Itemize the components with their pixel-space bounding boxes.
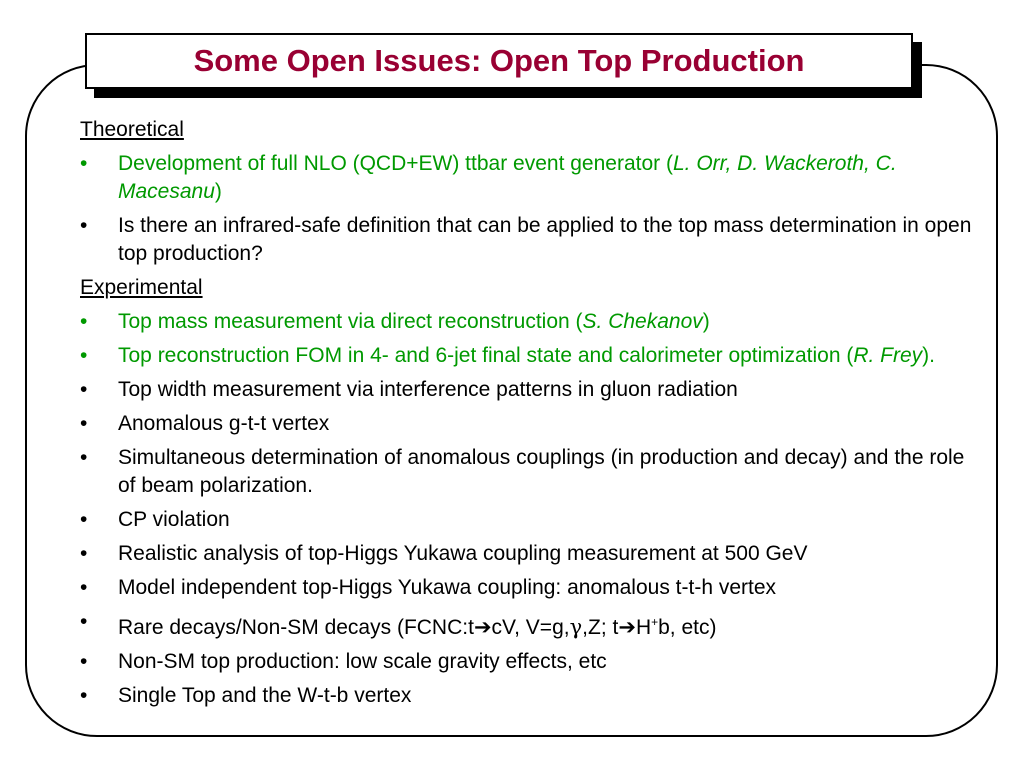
list-item: • Top mass measurement via direct reconstruction (S. Chekanov) bbox=[80, 308, 980, 336]
slide-content bbox=[80, 116, 980, 716]
arrow-icon: ➔ bbox=[473, 616, 492, 639]
list-item: • CP violation bbox=[80, 506, 980, 534]
bullet-icon: • bbox=[80, 684, 88, 707]
bullet-icon: • bbox=[80, 214, 88, 237]
slide-title: Some Open Issues: Open Top Production bbox=[193, 43, 805, 78]
list-item: • Rare decays/Non-SM decays (FCNC:t➔cV, V=g,γ,Z; t➔H+b, etc) bbox=[80, 608, 980, 642]
list-item: • Top width measurement via interference patterns in gluon radiation bbox=[80, 376, 980, 404]
bullet-icon: • bbox=[80, 508, 88, 531]
arrow-icon: ➔ bbox=[618, 616, 636, 639]
list-item: • Model independent top-Higgs Yukawa coupling: anomalous t-t-h vertex bbox=[80, 574, 980, 602]
title-box bbox=[85, 33, 913, 89]
bullet-icon: • bbox=[80, 446, 88, 469]
bullet-icon: • bbox=[80, 344, 88, 367]
section-heading-experimental: Experimental bbox=[80, 276, 203, 299]
list-item: • Realistic analysis of top-Higgs Yukawa coupling measurement at 500 GeV bbox=[80, 540, 980, 568]
bullet-icon: • bbox=[80, 650, 88, 673]
author-name: L. Orr, D. Wackeroth, C. Macesanu bbox=[118, 152, 897, 203]
bullet-icon: • bbox=[80, 610, 88, 633]
bullet-icon: • bbox=[80, 152, 88, 175]
bullet-icon: • bbox=[80, 542, 88, 565]
bullet-icon: • bbox=[80, 412, 88, 435]
author-name: S. Chekanov bbox=[582, 310, 703, 333]
gamma-symbol: γ bbox=[569, 615, 583, 639]
author-name: R. Frey bbox=[853, 344, 923, 367]
list-item: • Anomalous g-t-t vertex bbox=[80, 410, 980, 438]
list-item: • Non-SM top production: low scale gravity effects, etc bbox=[80, 648, 980, 676]
section-heading-theoretical: Theoretical bbox=[80, 118, 184, 141]
list-item: • Development of full NLO (QCD+EW) ttbar event generator (L. Orr, D. Wackeroth, C. Macesanu) bbox=[80, 150, 980, 206]
list-item: • Single Top and the W-t-b vertex bbox=[80, 682, 980, 710]
list-item: • Simultaneous determination of anomalous couplings (in production and decay) and the role of beam polarization. bbox=[80, 444, 980, 500]
bullet-icon: • bbox=[80, 378, 88, 401]
list-item: • Top reconstruction FOM in 4- and 6-jet final state and calorimeter optimization (R. Frey). bbox=[80, 342, 980, 370]
list-item: • Is there an infrared-safe definition that can be applied to the top mass determination in open top production? bbox=[80, 212, 980, 268]
bullet-icon: • bbox=[80, 310, 88, 333]
bullet-icon: • bbox=[80, 576, 88, 599]
